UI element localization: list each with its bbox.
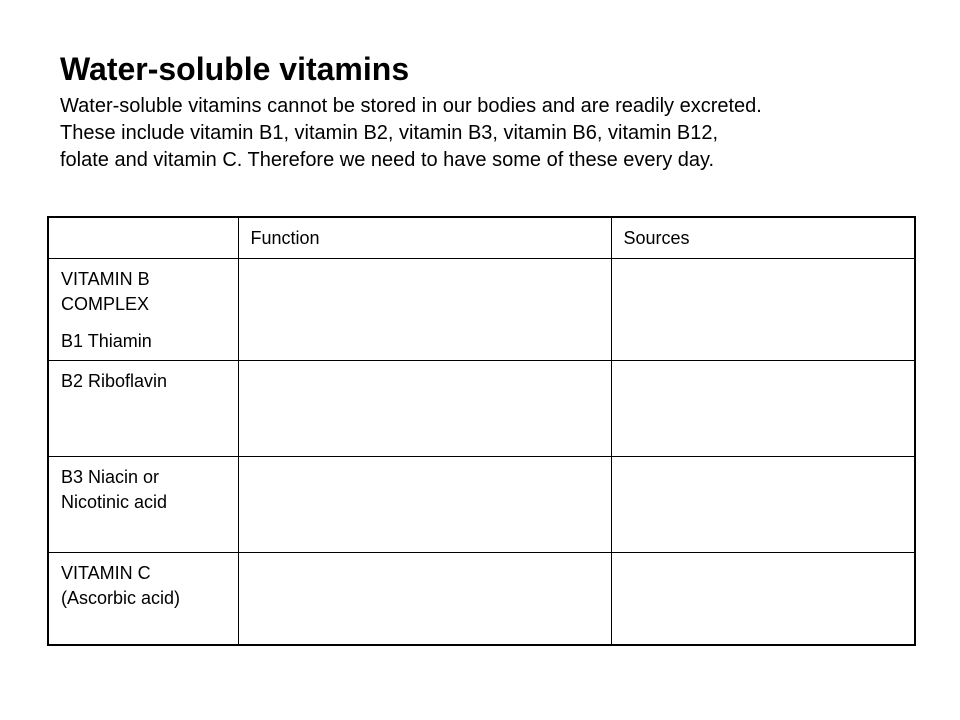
table-header-empty xyxy=(48,217,238,258)
sources-cell[interactable] xyxy=(611,552,915,645)
table-header-sources: Sources xyxy=(611,217,915,258)
function-cell[interactable] xyxy=(238,258,611,360)
vitamin-name-cell xyxy=(48,456,238,552)
vitamin-table xyxy=(47,216,916,646)
vitamin-name-line: (Ascorbic acid) xyxy=(61,587,181,608)
vitamin-name-cell xyxy=(48,258,238,360)
sources-cell[interactable] xyxy=(611,456,915,552)
vitamin-name-line: VITAMIN B xyxy=(61,268,150,289)
vitamin-name-line: COMPLEX xyxy=(61,293,150,314)
vitamin-name-line: B3 Niacin or xyxy=(61,466,160,487)
vitamin-name-cell xyxy=(48,360,238,456)
table-row xyxy=(48,360,915,456)
vitamin-name-line: Nicotinic acid xyxy=(61,491,168,512)
function-cell[interactable] xyxy=(238,360,611,456)
vitamin-name-line: B1 Thiamin xyxy=(61,330,152,351)
intro-line: folate and vitamin C. Therefore we need to have some of these every day. xyxy=(60,149,715,171)
vitamin-name-cell xyxy=(48,552,238,645)
sources-cell[interactable] xyxy=(611,360,915,456)
function-cell[interactable] xyxy=(238,456,611,552)
table-row xyxy=(48,552,915,645)
vitamin-name-line: B2 Riboflavin xyxy=(61,370,168,391)
table-row xyxy=(48,456,915,552)
table-header-row xyxy=(48,217,915,258)
sources-cell[interactable] xyxy=(611,258,915,360)
page-title: Water-soluble vitamins xyxy=(60,51,410,87)
function-cell[interactable] xyxy=(238,552,611,645)
table-row xyxy=(48,258,915,360)
table-header-function: Function xyxy=(238,217,611,258)
intro-line: Water-soluble vitamins cannot be stored in our bodies and are readily excreted. xyxy=(60,95,762,117)
vitamin-name-line: VITAMIN C xyxy=(61,562,151,583)
intro-paragraph xyxy=(60,93,920,174)
intro-line: These include vitamin B1, vitamin B2, vitamin B3, vitamin B6, vitamin B12, xyxy=(60,122,719,144)
